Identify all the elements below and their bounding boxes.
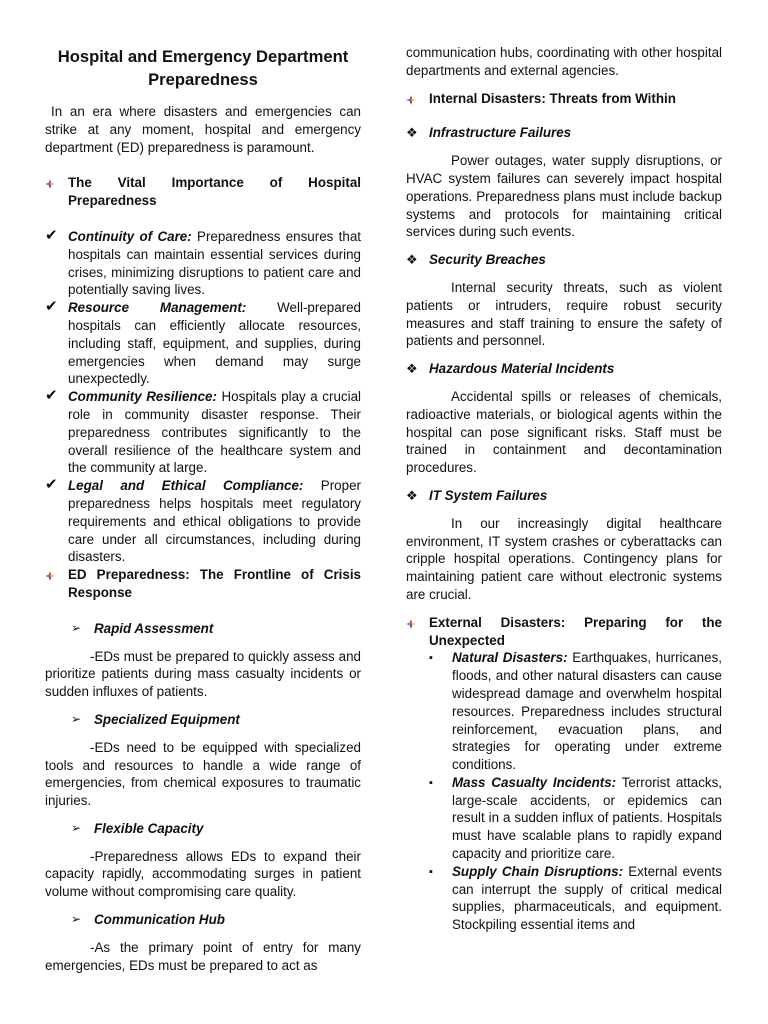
- item-text: Well-prepared hospitals can efficiently allocate resources, including staff, equipment, and supplies, during emergencies when demand may surge unexpectedly.: [68, 300, 362, 387]
- diamond-bullet-icon: ❖: [406, 487, 418, 503]
- item-text: Terrorist attacks, large-scale accidents, or epidemics can result in a sudden influx of patients. Hospitals must have scalable plans to rapidly expand capacity and prioritize care.: [452, 774, 723, 862]
- item-term: Supply Chain Disruptions:: [452, 863, 624, 879]
- section-title-text: IT System Failures: [429, 487, 548, 503]
- section-title-text: Flexible Capacity: [94, 820, 204, 836]
- left-column: [45, 44, 361, 974]
- page-title: Hospital and Emergency Department Preparedness: [57, 47, 349, 89]
- list-item: [45, 477, 361, 566]
- ed-section-title: [45, 711, 361, 729]
- section-title-text: Communication Hub: [94, 912, 225, 928]
- external-list: [406, 649, 722, 934]
- internal-section-text: In our increasingly digital healthcare environment, IT system crashes or cyberattacks can cripple hospital operations. Contingency plans for maintaining patient care without electronic systems are crucial.: [406, 515, 722, 602]
- square-bullet-icon: ▪: [429, 865, 433, 878]
- list-item: [406, 774, 722, 863]
- internal-section-text: Power outages, water supply disruptions, or HVAC system failures can severely impact hospital operations. Preparedness plans must include backup systems and protocols for maintaining critical services during such events.: [406, 153, 722, 240]
- ed-section-text: -Preparedness allows EDs to expand their capacity rapidly, accommodating surges in patient volume without compromising care quality.: [45, 848, 361, 900]
- item-term: Resource Management:: [68, 300, 247, 316]
- flower-bullet-icon: [45, 566, 55, 584]
- section-title-text: Infrastructure Failures: [429, 125, 572, 141]
- item-text: Earthquakes, hurricanes, floods, and other natural disasters can cause widespread damage and overwhelm hospital resources. Preparedness includes structural reinforcement, evacuation plans, and strategies for operating under extreme conditions.: [452, 650, 722, 773]
- section-title-text: Hazardous Material Incidents: [429, 361, 615, 377]
- ed-section-text: -As the primary point of entry for many emergencies, EDs must be prepared to act as: [45, 939, 361, 973]
- square-bullet-icon: ▪: [429, 776, 433, 789]
- vital-list: [45, 228, 361, 566]
- arrowhead-bullet-icon: ➢: [71, 711, 82, 726]
- diamond-bullet-icon: ❖: [406, 361, 418, 377]
- intro-paragraph: In an era where disasters and emergencies can strike at any moment, hospital and emergency department (ED) preparedness is paramount.: [45, 104, 361, 155]
- list-item: [45, 299, 361, 388]
- ed-heading: [45, 566, 361, 602]
- diamond-bullet-icon: ❖: [406, 125, 418, 141]
- external-heading: [406, 614, 722, 650]
- flower-bullet-icon: [406, 90, 416, 108]
- ed-section-title: [45, 911, 361, 929]
- item-term: Continuity of Care:: [68, 228, 192, 244]
- vital-heading-text: The Vital Importance of Hospital Preparedness: [68, 175, 361, 209]
- item-term: Community Resilience:: [68, 389, 217, 405]
- ed-section-text: -EDs need to be equipped with specialized tools and resources to handle a wide range of emergencies, from chemical exposures to traumatic injuries.: [45, 739, 361, 809]
- right-column: [406, 44, 722, 934]
- list-item: [45, 388, 361, 477]
- flower-bullet-icon: [45, 174, 55, 192]
- square-bullet-icon: ▪: [429, 652, 433, 665]
- internal-section-text: Internal security threats, such as violent patients or intruders, require robust security measures and staff training to ensure the safety of patients and personnel.: [406, 279, 722, 349]
- item-term: Mass Casualty Incidents:: [452, 774, 617, 790]
- ed-heading-text: ED Preparedness: The Frontline of Crisis Response: [68, 567, 361, 600]
- item-term: Legal and Ethical Compliance:: [68, 478, 304, 494]
- section-title-text: Rapid Assessment: [94, 620, 214, 636]
- list-item: [406, 649, 722, 774]
- internal-section-title: [406, 251, 722, 269]
- flower-bullet-icon: [406, 614, 416, 632]
- checkmark-icon: ✔: [45, 298, 58, 316]
- internal-heading-text: Internal Disasters: Threats from Within: [429, 90, 676, 106]
- external-heading-text: External Disasters: Preparing for the Unexpected: [429, 614, 722, 648]
- internal-section-title: [406, 360, 722, 378]
- internal-section-title: [406, 124, 722, 142]
- item-text: Hospitals play a crucial role in community disaster response. Their preparedness contributes significantly to the overall resilience of the healthcare system and the community at large.: [68, 389, 361, 476]
- section-title-text: Specialized Equipment: [94, 711, 240, 727]
- ed-section-title: [45, 620, 361, 638]
- checkmark-icon: ✔: [45, 476, 58, 494]
- ed-continuation-text: communication hubs, coordinating with other hospital departments and external agencies.: [406, 45, 722, 78]
- item-text: Preparedness ensures that hospitals can maintain essential services during crises, minimizing disruptions to patient care and potentially saving lives.: [68, 228, 361, 298]
- internal-section-title: [406, 487, 722, 505]
- arrowhead-bullet-icon: ➢: [71, 820, 82, 835]
- section-title-text: Security Breaches: [429, 252, 546, 268]
- vital-heading: [45, 174, 361, 210]
- item-text: External events can interrupt the supply of critical medical supplies, pharmaceuticals, and equipment. Stockpiling essential items and: [452, 863, 722, 933]
- internal-heading: [406, 90, 722, 108]
- arrowhead-bullet-icon: ➢: [71, 620, 82, 635]
- diamond-bullet-icon: ❖: [406, 252, 418, 268]
- ed-section-text: -EDs must be prepared to quickly assess and prioritize patients during mass casualty incidents or sudden influxes of patients.: [45, 648, 361, 700]
- list-item: [45, 228, 361, 299]
- arrowhead-bullet-icon: ➢: [71, 912, 82, 927]
- checkmark-icon: ✔: [45, 226, 58, 244]
- ed-section-title: [45, 820, 361, 838]
- item-text: Proper preparedness helps hospitals meet regulatory requirements and ethical obligations to provide care under all circumstances, including during disasters.: [68, 478, 361, 565]
- checkmark-icon: ✔: [45, 387, 58, 405]
- list-item: [406, 863, 722, 934]
- internal-section-text: Accidental spills or releases of chemicals, radioactive materials, or biological agents within the hospital can pose significant risks. Staff must be trained in containment and decontamination procedures.: [406, 388, 722, 476]
- item-term: Natural Disasters:: [452, 650, 568, 666]
